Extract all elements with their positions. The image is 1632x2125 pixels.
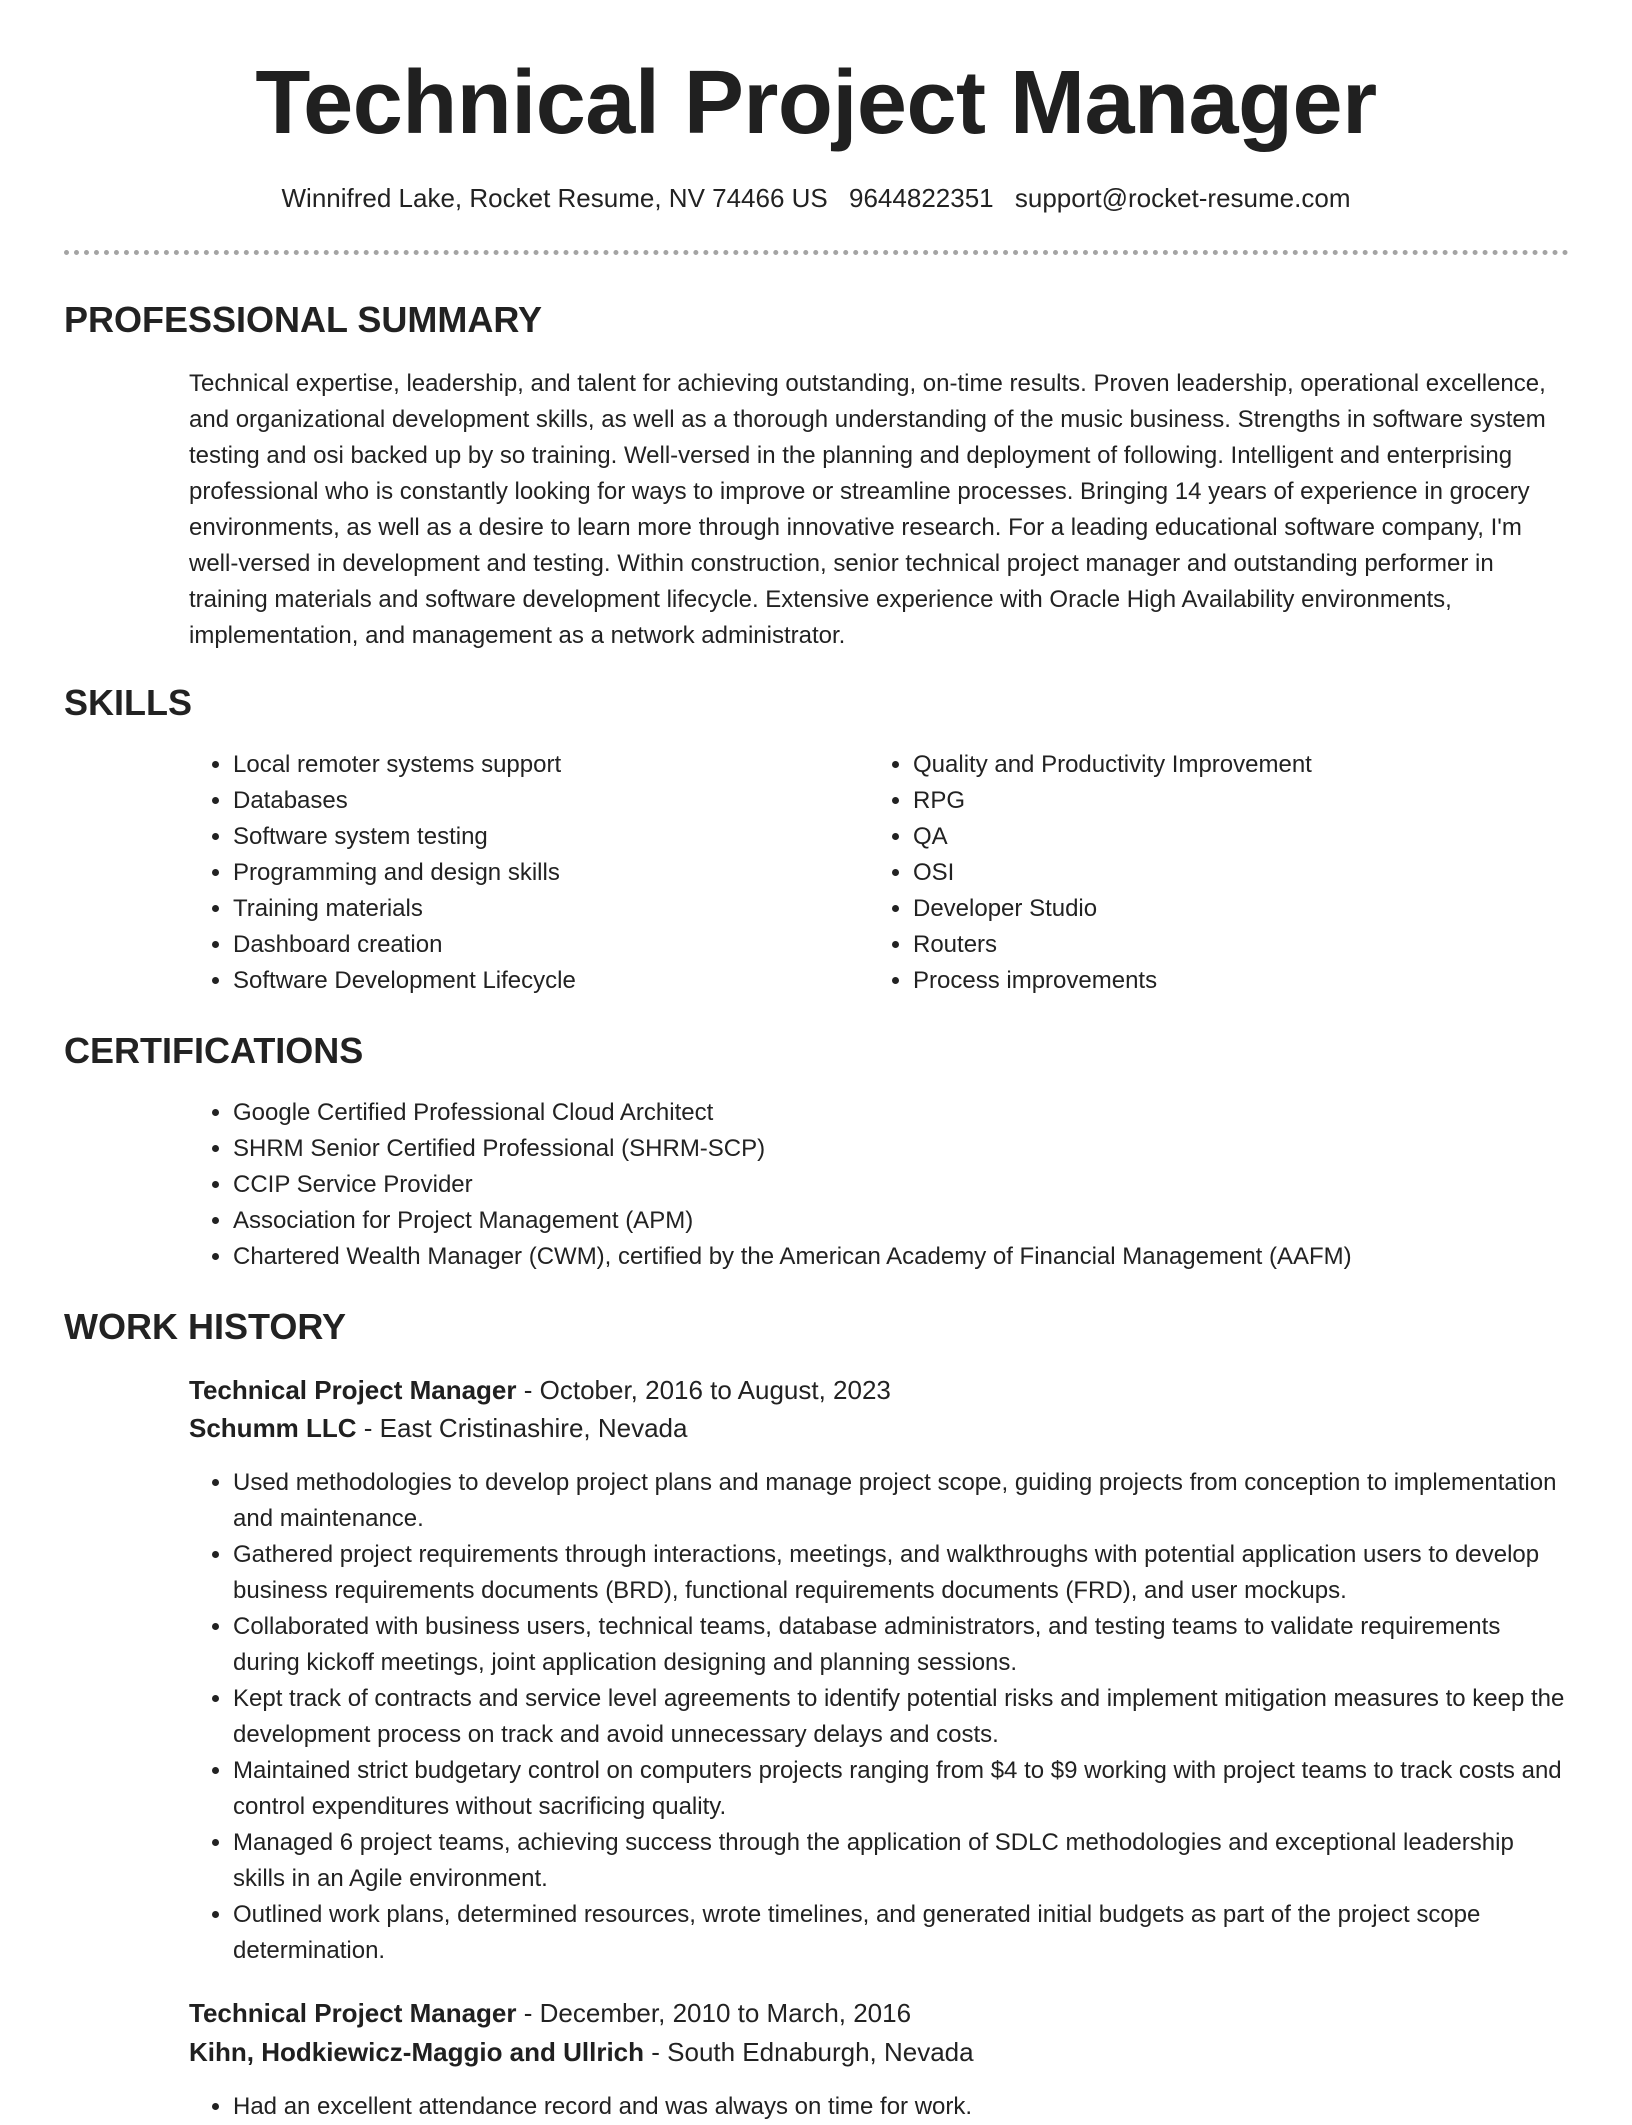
job-2-dates: - December, 2010 to March, 2016 (516, 1998, 912, 2028)
job-2-company-line (189, 2033, 1569, 2071)
certification-item: • Google Certified Professional Cloud Architect (233, 1095, 1569, 1131)
skill-item: • QA (913, 819, 1529, 855)
summary-text: Technical expertise, leadership, and talent for achieving outstanding, on-time results. Proven leadership, operational excellence, and organizational development skills, as well as a thorough understanding of the music business. Strengths in software system testing and osi backed up by so training. Well-versed in the planning and deployment of following. Intelligent and enterprising professional who is constantly looking for ways to improve or streamline processes. Bringing 14 years of experience in grocery environments, as well as a desire to learn more through innovative research. For a leading educational software company, I'm well-versed in development and testing. Within construction, senior technical project manager and outstanding performer in training materials and software development lifecycle. Extensive experience with Oracle High Availability environments, implementation, and management as a network administrator. (189, 370, 1546, 649)
job-1-location: - East Cristinashire, Nevada (356, 1413, 688, 1443)
job-1-title-line (189, 1371, 1569, 1409)
job-duty-item: • Used methodologies to develop project plans and manage project scope, guiding projects from conception to implementation and maintenance. (233, 1465, 1569, 1537)
job-1-role: Technical Project Manager (189, 1375, 517, 1405)
job-2-company: Kihn, Hodkiewicz-Maggio and Ullrich (189, 2037, 645, 2067)
job-1-company-line (189, 1409, 1569, 1447)
skill-item: • Developer Studio (913, 891, 1529, 927)
skill-item: • Quality and Productivity Improvement (913, 747, 1529, 783)
job-duty-item: • Collaborated with business users, technical teams, database administrators, and testing teams to validate requirements during kickoff meetings, joint application designing and planning sessions. (233, 1609, 1569, 1681)
contact-address: Winnifred Lake, Rocket Resume, NV 74466 US (281, 183, 828, 213)
job-2-duties (189, 2089, 1569, 2125)
job-1-duties (189, 1465, 1569, 1969)
skill-item: • Software system testing (233, 819, 849, 855)
work-history-heading: WORK HISTORY (64, 1306, 347, 1347)
job-2-role: Technical Project Manager (189, 1998, 517, 2028)
job-duty-item: • Kept track of contracts and service level agreements to identify potential risks and implement mitigation measures to keep the development process on track and avoid unnecessary delays and costs. (233, 1681, 1569, 1753)
skill-item: • RPG (913, 783, 1529, 819)
contact-line (0, 180, 1632, 216)
job-duty-item: • Had an excellent attendance record and was always on time for work. (233, 2089, 1569, 2125)
skill-item: • Process improvements (913, 963, 1529, 999)
job-2-location: - South Ednaburgh, Nevada (644, 2037, 974, 2067)
skill-item: • Databases (233, 783, 849, 819)
skill-item: • Programming and design skills (233, 855, 849, 891)
contact-email: support@rocket-resume.com (1014, 183, 1351, 213)
job-duty-item: • Outlined work plans, determined resources, wrote timelines, and generated initial budgets as part of the project scope determination. (233, 1897, 1569, 1969)
skills-column-right (869, 747, 1529, 999)
skill-item: • Training materials (233, 891, 849, 927)
contact-phone: 9644822351 (849, 183, 994, 213)
skill-item: • Dashboard creation (233, 927, 849, 963)
skill-item: • Software Development Lifecycle (233, 963, 849, 999)
skill-item: • OSI (913, 855, 1529, 891)
certification-item: • SHRM Senior Certified Professional (SHRM-SCP) (233, 1131, 1569, 1167)
job-2-title-line (189, 1994, 1569, 2032)
skill-item: • Local remoter systems support (233, 747, 849, 783)
job-1-company: Schumm LLC (189, 1413, 357, 1443)
job-1-dates: - October, 2016 to August, 2023 (516, 1375, 891, 1405)
certifications-heading: CERTIFICATIONS (64, 1030, 364, 1071)
skills-column-left (189, 747, 849, 999)
resume-name-title: Technical Project Manager (255, 53, 1377, 153)
skills-heading: SKILLS (64, 682, 193, 723)
skill-item: • Routers (913, 927, 1529, 963)
summary-heading: PROFESSIONAL SUMMARY (64, 299, 543, 340)
job-duty-item: • Managed 6 project teams, achieving success through the application of SDLC methodologies and exceptional leadership skills in an Agile environment. (233, 1825, 1569, 1897)
certification-item: • Chartered Wealth Manager (CWM), certified by the American Academy of Financial Management (AAFM) (233, 1239, 1569, 1275)
job-duty-item: • Gathered project requirements through interactions, meetings, and walkthroughs with potential application users to develop business requirements documents (BRD), functional requirements documents (FRD), and user mockups. (233, 1537, 1569, 1609)
certification-item: • Association for Project Management (APM) (233, 1203, 1569, 1239)
header-divider (64, 250, 1569, 255)
certification-item: • CCIP Service Provider (233, 1167, 1569, 1203)
certifications-list (189, 1095, 1569, 1275)
job-duty-item: • Maintained strict budgetary control on computers projects ranging from $4 to $9 working with project teams to track costs and control expenditures without sacrificing quality. (233, 1753, 1569, 1825)
